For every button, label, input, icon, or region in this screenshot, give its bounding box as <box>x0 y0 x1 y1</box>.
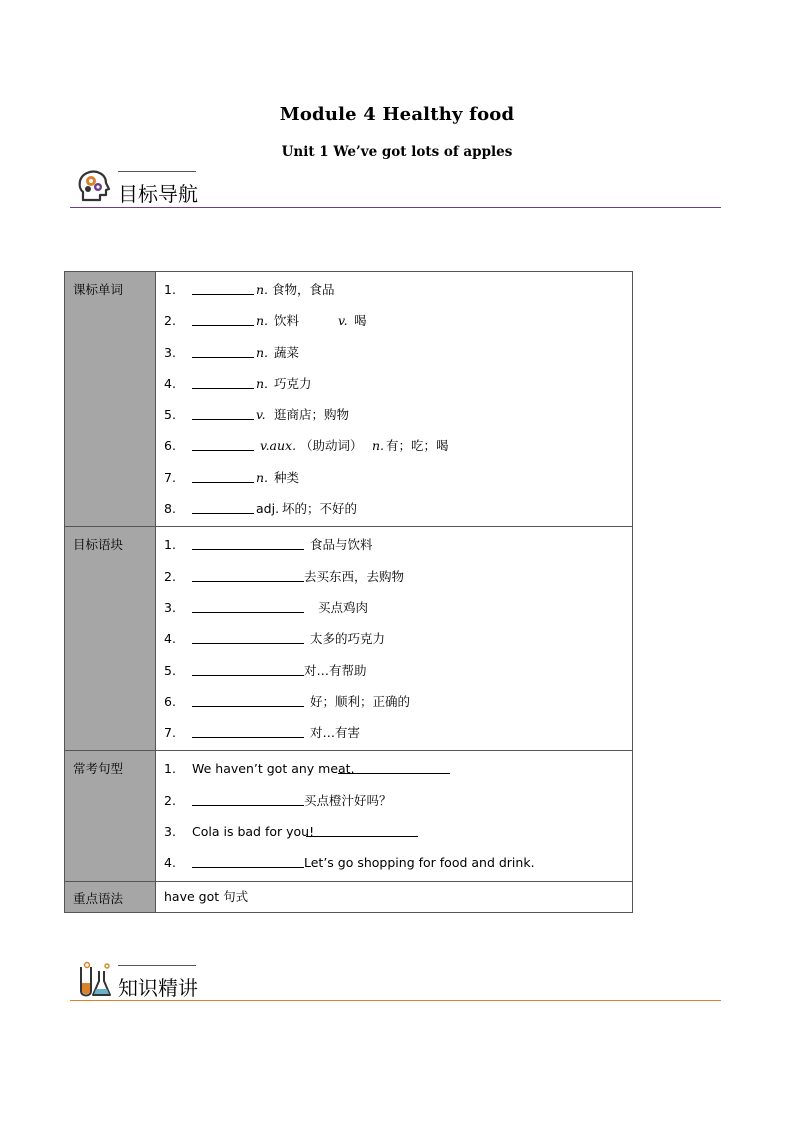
section-heading: 目标导航 <box>118 182 198 206</box>
list-item: 6. v.aux. （助动词） n. 有；吃；喝 <box>164 438 449 454</box>
answer-blank <box>192 737 304 738</box>
page-title: Module 4 Healthy food <box>279 104 515 125</box>
section-divider <box>70 1000 721 1001</box>
answer-blank <box>192 867 304 868</box>
table-row-sentences <box>65 751 633 881</box>
sentence-items <box>156 751 633 881</box>
table-row-phrases <box>65 527 633 751</box>
answer-blank <box>192 805 304 806</box>
list-item: 4. n. 巧克力 <box>164 375 312 391</box>
list-item: 3. 买点鸡肉 <box>164 599 369 615</box>
category-label: 课标单词 <box>65 272 156 527</box>
section-header-goals <box>70 167 721 209</box>
table-row-vocab <box>65 272 633 527</box>
list-item: 2. 买点橙汁好吗？ <box>164 792 392 808</box>
list-item: 5. v. 逛商店；购物 <box>164 407 350 423</box>
answer-blank <box>192 675 304 676</box>
flask-icon <box>74 961 114 1001</box>
answer-blank <box>192 612 304 613</box>
list-item: 7. 对…有害 <box>164 725 361 741</box>
category-label: 目标语块 <box>65 527 156 751</box>
list-item: 4. 太多的巧克力 <box>164 631 386 647</box>
answer-blank <box>192 643 304 644</box>
section-divider <box>70 207 721 208</box>
list-item: 7. n. 种类 <box>164 469 300 485</box>
answer-blank <box>192 482 254 483</box>
answer-blank <box>306 836 418 837</box>
table-row-grammar <box>65 881 633 912</box>
answer-blank <box>192 513 254 514</box>
answer-blank <box>192 325 254 326</box>
list-item: 2. 去买东西，去购物 <box>164 568 405 584</box>
category-label: 重点语法 <box>65 881 156 912</box>
heading-top-rule <box>118 171 196 172</box>
answer-blank <box>192 419 254 420</box>
vocab-items <box>156 272 633 527</box>
answer-blank <box>192 549 304 550</box>
list-item: 8. adj. 坏的；不好的 <box>164 501 358 517</box>
list-item: 1. We haven’t got any meat. <box>156 753 632 784</box>
answer-blank <box>192 294 254 295</box>
answer-blank <box>192 450 254 451</box>
answer-blank <box>192 581 304 582</box>
answer-blank <box>192 357 254 358</box>
answer-blank <box>192 388 254 389</box>
list-item: 3. n. 蔬菜 <box>164 344 300 360</box>
heading-top-rule <box>118 965 196 966</box>
answer-blank <box>192 706 304 707</box>
list-item: 6. 好；顺利；正确的 <box>164 693 411 709</box>
section-header-knowledge <box>70 961 721 1003</box>
list-item: 1. 食品与饮料 <box>164 537 373 553</box>
list-item: 3. Cola is bad for you! <box>156 816 632 847</box>
list-item: 2. n. 饮料 v. 喝 <box>164 313 367 329</box>
section-heading: 知识精讲 <box>118 976 198 1000</box>
grammar-item: have got 句式 <box>156 881 633 912</box>
list-item: 1. n. 食物，食品 <box>164 282 335 297</box>
brain-gears-icon <box>74 167 114 207</box>
page-subtitle: Unit 1 We’ve got lots of apples <box>281 144 513 160</box>
answer-blank <box>338 773 450 774</box>
list-item: 5. 对…有帮助 <box>164 662 367 678</box>
phrase-items <box>156 527 633 751</box>
vocabulary-table <box>64 271 633 913</box>
category-label: 常考句型 <box>65 751 156 881</box>
list-item: 4. Let’s go shopping for food and drink. <box>164 855 535 871</box>
